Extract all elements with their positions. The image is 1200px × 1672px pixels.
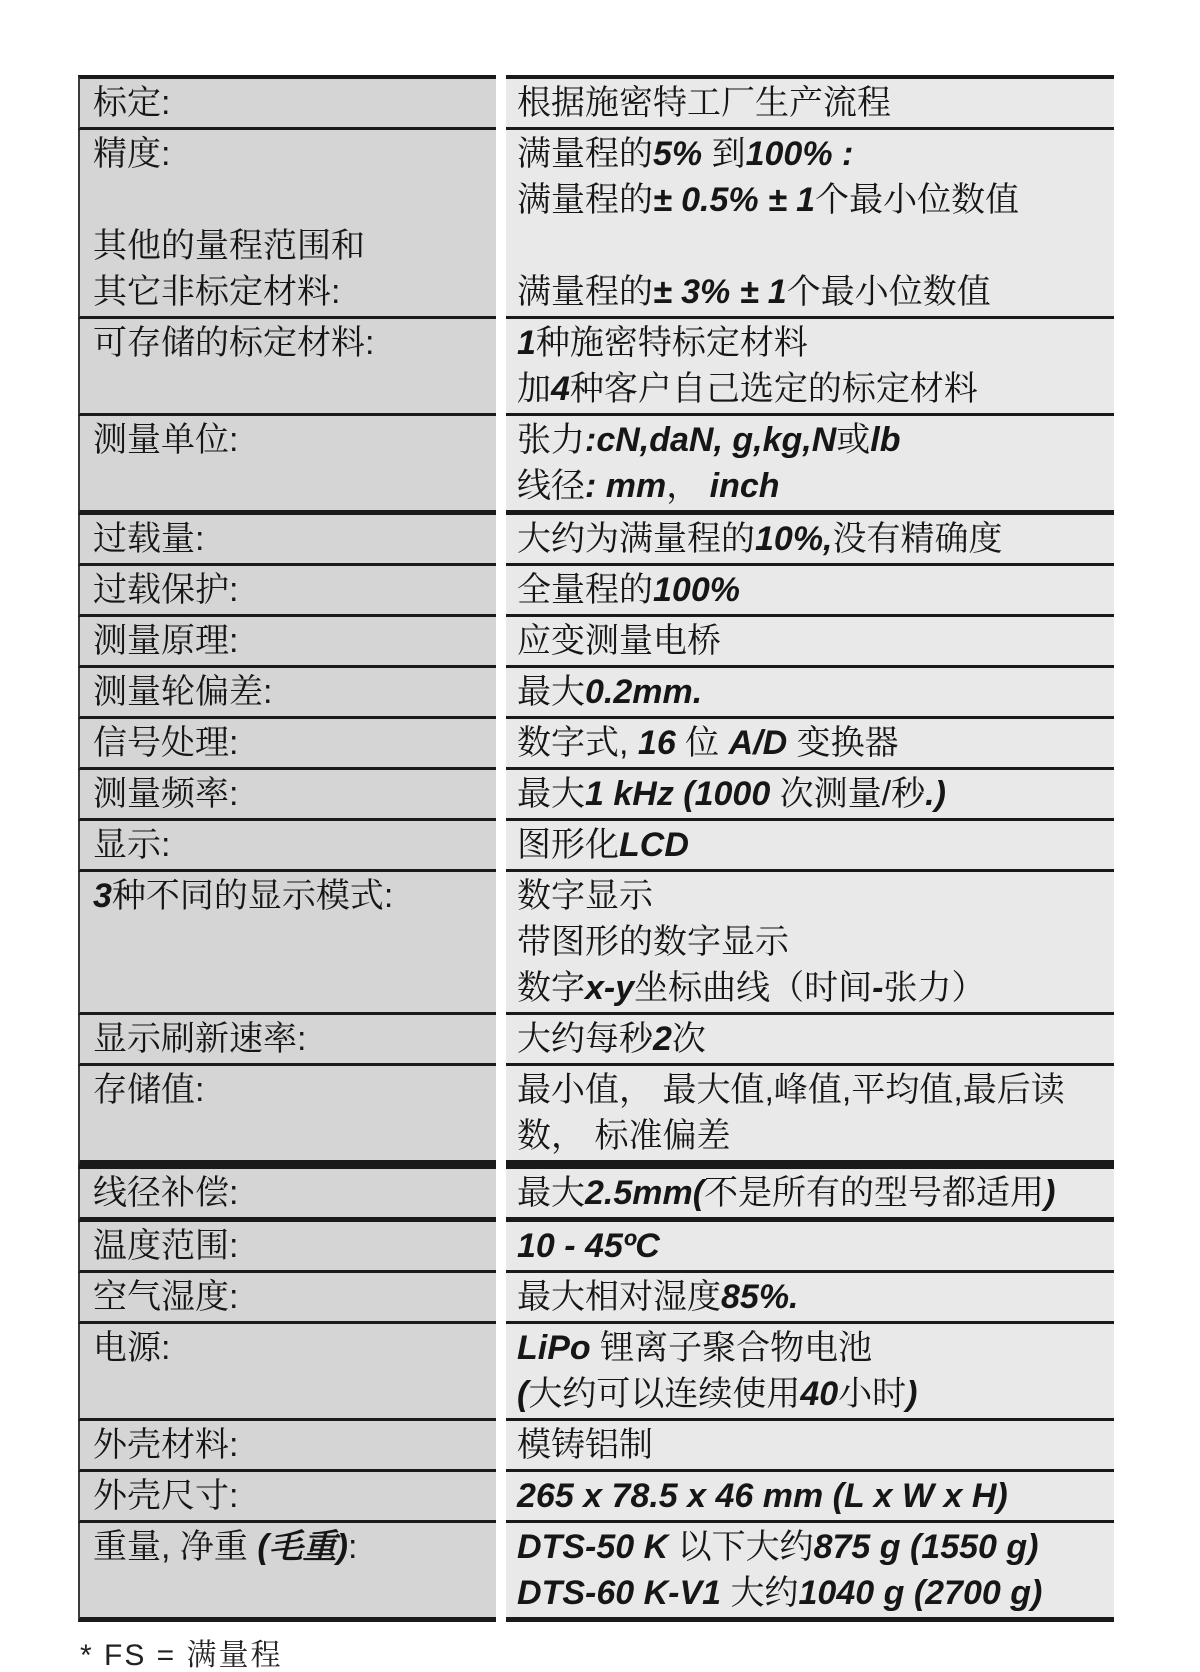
spec-label-cell (78, 1066, 496, 1169)
emphasized-text: (毛重) (257, 1528, 348, 1566)
plain-text: 带图形的数字显示 (517, 923, 789, 961)
spec-text-line (517, 618, 1110, 664)
spec-text-line (517, 1067, 1110, 1113)
table-row-display-refresh-rate (78, 1015, 1114, 1066)
table-row-measuring-units (78, 416, 1114, 515)
plain-text: 电源: (93, 1329, 171, 1367)
emphasized-text: 4 (551, 370, 570, 408)
spec-label-cell (78, 719, 496, 770)
plain-text: ， (666, 467, 701, 505)
plain-text: 外壳尺寸: (93, 1477, 239, 1515)
column-gap (496, 75, 506, 130)
plain-text: 信号处理: (93, 724, 239, 762)
emphasized-text: ± 0.5% ± 1 (653, 181, 816, 219)
column-gap (496, 319, 506, 416)
emphasized-text: : mm (585, 467, 667, 505)
spec-text-line (517, 463, 1110, 509)
spec-text-line (517, 131, 1110, 177)
plain-text: 测量频率: (93, 775, 239, 813)
column-gap (496, 566, 506, 617)
column-gap (496, 515, 506, 566)
spec-text-line (517, 1016, 1110, 1062)
emphasized-text: 1 kHz (1000 (585, 775, 780, 813)
spec-text-line (93, 1422, 492, 1468)
spec-value-cell (506, 416, 1114, 515)
spec-value-cell (506, 1324, 1114, 1421)
column-gap (496, 1222, 506, 1273)
spec-label-cell (78, 566, 496, 617)
emphasized-text: 875 g (1550 g) (813, 1528, 1039, 1566)
column-gap (496, 821, 506, 872)
spec-text-line (93, 516, 492, 562)
spec-text-line (517, 177, 1110, 223)
emphasized-text: LCD (619, 826, 689, 864)
spec-text-line (93, 1473, 492, 1519)
emphasized-text: inch (700, 467, 780, 505)
spec-text-line (517, 516, 1110, 562)
emphasized-text: 2 (653, 1020, 672, 1058)
spec-text-line (93, 131, 492, 177)
spec-text-line (93, 1325, 492, 1371)
plain-text: 可存储的标定材料: (93, 324, 375, 362)
spec-value-cell (506, 770, 1114, 821)
spec-label-cell (78, 319, 496, 416)
spec-text-line (93, 1223, 492, 1269)
spec-text-line (517, 873, 1110, 919)
emphasized-text: 16 (637, 724, 676, 762)
spec-text-line (93, 1524, 492, 1570)
spec-text-line (517, 1570, 1110, 1616)
emphasized-text: 10%, (755, 520, 833, 558)
spec-text-line (93, 720, 492, 766)
spec-value-cell (506, 1222, 1114, 1273)
spec-label-cell (78, 770, 496, 821)
spec-text-line (93, 1170, 492, 1216)
plain-text: 满量程的 (517, 273, 653, 311)
spec-text-line (517, 1473, 1110, 1519)
emphasized-text: ± 3% ± 1 (653, 273, 787, 311)
plain-text: 次测量/秒 (779, 775, 926, 813)
plain-text: 空气湿度: (93, 1278, 239, 1316)
spec-text-line (517, 223, 1110, 269)
spec-text-line (93, 320, 492, 366)
plain-text: 大约 (721, 1574, 799, 1612)
table-row-signal-processing (78, 719, 1114, 770)
plain-text: 最小值， 最大值,峰值,平均值,最后读 (517, 1071, 1065, 1109)
spec-text-line (93, 80, 492, 126)
plain-text: 测量原理: (93, 622, 239, 660)
plain-text: 测量单位: (93, 421, 239, 459)
table-row-stored-values (78, 1066, 1114, 1169)
emphasized-text: ) (906, 1375, 918, 1413)
plain-text: 图形化 (517, 826, 619, 864)
column-gap (496, 1066, 506, 1169)
plain-text: 种客户自己选定的标定材料 (569, 370, 978, 408)
plain-text: 大约每秒 (517, 1020, 653, 1058)
plain-text: 最大 (517, 1174, 585, 1212)
column-gap (496, 1324, 506, 1421)
spec-text-line (93, 618, 492, 664)
column-gap (496, 719, 506, 770)
spec-table (78, 75, 1114, 1622)
plain-text: 最大相对湿度 (517, 1278, 721, 1316)
plain-text: 不是所有的型号都适用 (704, 1174, 1045, 1212)
spec-value-cell (506, 1273, 1114, 1324)
column-gap (496, 770, 506, 821)
spec-text-line (517, 1524, 1110, 1570)
plain-text: 张力 (517, 421, 585, 459)
column-gap (496, 1523, 506, 1622)
spec-text-line (93, 269, 492, 315)
spec-label-cell (78, 1472, 496, 1523)
spec-text-line (517, 965, 1110, 1011)
spec-text-line (517, 720, 1110, 766)
column-gap (496, 416, 506, 515)
emphasized-text: A/D (728, 724, 788, 762)
spec-text-line (517, 1325, 1110, 1371)
spec-text-line (517, 80, 1110, 126)
plain-text: 数字式, (517, 724, 638, 762)
spec-value-cell (506, 566, 1114, 617)
spec-value-cell (506, 515, 1114, 566)
spec-text-line (93, 1274, 492, 1320)
spec-label-cell (78, 75, 496, 130)
plain-text: 没有精确度 (832, 520, 1003, 558)
table-row-measuring-principle (78, 617, 1114, 668)
column-gap (496, 1169, 506, 1222)
spec-label-cell (78, 515, 496, 566)
emphasized-text: ) (1044, 1174, 1056, 1212)
plain-text: 大约可以连续使用 (528, 1375, 801, 1413)
spec-text-line (517, 1371, 1110, 1417)
spec-text-line (517, 567, 1110, 613)
table-row-housing-dimensions (78, 1472, 1114, 1523)
spec-content (78, 75, 1114, 1672)
plain-text: 数， 标准偏差 (517, 1117, 731, 1155)
emphasized-text: 100% : (745, 135, 854, 173)
plain-text: 个最小位数值 (786, 273, 991, 311)
spec-label-cell (78, 872, 496, 1015)
plain-text: 标定: (93, 84, 171, 122)
spec-value-cell (506, 821, 1114, 872)
spec-text-line (93, 177, 492, 223)
spec-text-line (517, 669, 1110, 715)
plain-text: 到 (702, 135, 746, 173)
spec-label-cell (78, 1169, 496, 1222)
plain-text: 满量程的 (517, 135, 653, 173)
plain-text: 位 (675, 724, 729, 762)
plain-text: 外壳材料: (93, 1426, 239, 1464)
column-gap (496, 1015, 506, 1066)
spec-text-line (93, 669, 492, 715)
plain-text: 坐标曲线（时间 (634, 969, 873, 1007)
plain-text: 模铸铝制 (517, 1426, 653, 1464)
spec-text-line (517, 366, 1110, 412)
emphasized-text: .) (925, 775, 946, 813)
plain-text: 其他的量程范围和 (93, 227, 365, 265)
table-row-display (78, 821, 1114, 872)
spec-label-cell (78, 668, 496, 719)
spec-label-cell (78, 130, 496, 319)
emphasized-text: 1 (517, 324, 536, 362)
emphasized-text: DTS-60 K-V1 (517, 1574, 722, 1612)
spec-text-line (517, 1223, 1110, 1269)
table-row-diameter-compensation (78, 1169, 1114, 1222)
plain-text: 线径 (517, 467, 585, 505)
column-gap (496, 617, 506, 668)
spec-value-cell (506, 1169, 1114, 1222)
spec-label-cell (78, 821, 496, 872)
table-row-display-modes (78, 872, 1114, 1015)
emphasized-text: 265 x 78.5 x 46 mm (L x W x H) (517, 1477, 1008, 1515)
column-gap (496, 1472, 506, 1523)
emphasized-text: 2.5mm( (585, 1174, 705, 1212)
table-row-temperature-range (78, 1222, 1114, 1273)
plain-text: 过载保护: (93, 571, 239, 609)
emphasized-text: - (872, 969, 884, 1007)
spec-value-cell (506, 1472, 1114, 1523)
plain-text: 最大 (517, 775, 585, 813)
spec-text-line (517, 1170, 1110, 1216)
emphasized-text: 40 (800, 1375, 839, 1413)
spec-text-line (93, 873, 492, 919)
plain-text: 显示刷新速率: (93, 1020, 307, 1058)
plain-text: 张力） (883, 969, 986, 1007)
spec-text-line (517, 417, 1110, 463)
emphasized-text: 1040 g (2700 g) (798, 1574, 1043, 1612)
table-row-roller-deflection (78, 668, 1114, 719)
plain-text: 变换器 (787, 724, 899, 762)
plain-text: 显示: (93, 826, 171, 864)
table-row-accuracy (78, 130, 1114, 319)
plain-text: 温度范围: (93, 1227, 239, 1265)
emphasized-text: 3 (93, 877, 112, 915)
spec-value-cell (506, 719, 1114, 770)
plain-text: 线径补偿: (93, 1174, 239, 1212)
emphasized-text: :cN,daN, g,kg,N (585, 421, 837, 459)
emphasized-text: DTS-50 K (517, 1528, 669, 1566)
spec-text-line (517, 771, 1110, 817)
spec-text-line (517, 1113, 1110, 1159)
plain-text: 重量, 净重 (93, 1528, 258, 1566)
table-row-air-humidity (78, 1273, 1114, 1324)
column-gap (496, 1421, 506, 1472)
spec-value-cell (506, 1523, 1114, 1622)
plain-text: 全量程的 (517, 571, 653, 609)
plain-text: 次 (671, 1020, 706, 1058)
spec-label-cell (78, 1273, 496, 1324)
emphasized-text: 100% (653, 571, 740, 609)
column-gap (496, 872, 506, 1015)
plain-text: 数字显示 (517, 877, 653, 915)
table-row-measuring-frequency (78, 770, 1114, 821)
emphasized-text: 85%. (721, 1278, 799, 1316)
plain-text: 加 (517, 370, 551, 408)
spec-value-cell (506, 319, 1114, 416)
spec-text-line (93, 567, 492, 613)
spec-label-cell (78, 1324, 496, 1421)
table-row-calibration (78, 75, 1114, 130)
spec-label-cell (78, 1015, 496, 1066)
spec-value-cell (506, 872, 1114, 1015)
spec-value-cell (506, 75, 1114, 130)
plain-text: 锂离子聚合物电池 (590, 1329, 873, 1367)
column-gap (496, 130, 506, 319)
fs-footnote: * FS = 满量程 (80, 1639, 283, 1672)
plain-text: 小时 (838, 1375, 907, 1413)
plain-text: 存储值: (93, 1071, 205, 1109)
spec-label-cell (78, 617, 496, 668)
spec-value-cell (506, 668, 1114, 719)
emphasized-text: 10 - 45ºC (517, 1227, 660, 1265)
spec-text-line (517, 822, 1110, 868)
table-row-housing-material (78, 1421, 1114, 1472)
plain-text: 测量轮偏差: (93, 673, 273, 711)
spec-text-line (517, 269, 1110, 315)
spec-label-cell (78, 1421, 496, 1472)
table-row-weight-net-gross (78, 1523, 1114, 1622)
spec-value-cell (506, 130, 1114, 319)
column-gap (496, 1273, 506, 1324)
plain-text: 或 (836, 421, 871, 459)
spec-text-line (517, 1422, 1110, 1468)
spec-text-line (93, 1067, 492, 1113)
table-row-overload-protection (78, 566, 1114, 617)
spec-text-line (517, 320, 1110, 366)
plain-text: 数字 (517, 969, 585, 1007)
table-row-storable-calibration-materials (78, 319, 1114, 416)
spec-text-line (93, 771, 492, 817)
spec-value-cell (506, 1066, 1114, 1169)
plain-text: 精度: (93, 135, 171, 173)
emphasized-text: lb (870, 421, 901, 459)
table-row-power-supply (78, 1324, 1114, 1421)
emphasized-text: 0.2mm. (585, 673, 703, 711)
spec-text-line (93, 223, 492, 269)
spec-text-line (93, 1016, 492, 1062)
spec-value-cell (506, 1421, 1114, 1472)
spec-label-cell (78, 1222, 496, 1273)
plain-text: 其它非标定材料: (93, 273, 341, 311)
spec-text-line (93, 822, 492, 868)
emphasized-text: 5% (653, 135, 703, 173)
plain-text: 最大 (517, 673, 585, 711)
spec-value-cell (506, 617, 1114, 668)
plain-text: 个最小位数值 (815, 181, 1020, 219)
plain-text: 根据施密特工厂生产流程 (517, 84, 891, 122)
plain-text: 大约为满量程的 (517, 520, 755, 558)
spec-text-line (93, 417, 492, 463)
plain-text: : (348, 1528, 358, 1566)
spec-label-cell (78, 1523, 496, 1622)
emphasized-text: x-y (585, 969, 635, 1007)
spec-value-cell (506, 1015, 1114, 1066)
table-row-overload-capacity (78, 515, 1114, 566)
plain-text: 满量程的 (517, 181, 653, 219)
emphasized-text: ( (517, 1375, 529, 1413)
spec-text-line (517, 919, 1110, 965)
plain-text: 过载量: (93, 520, 205, 558)
plain-text: 种不同的显示模式: (111, 877, 394, 915)
spec-text-line (517, 1274, 1110, 1320)
spec-label-cell (78, 416, 496, 515)
column-gap (496, 668, 506, 719)
plain-text: 应变测量电桥 (517, 622, 721, 660)
emphasized-text: LiPo (517, 1329, 591, 1367)
plain-text: 种施密特标定材料 (535, 324, 808, 362)
plain-text: 以下大约 (668, 1528, 814, 1566)
